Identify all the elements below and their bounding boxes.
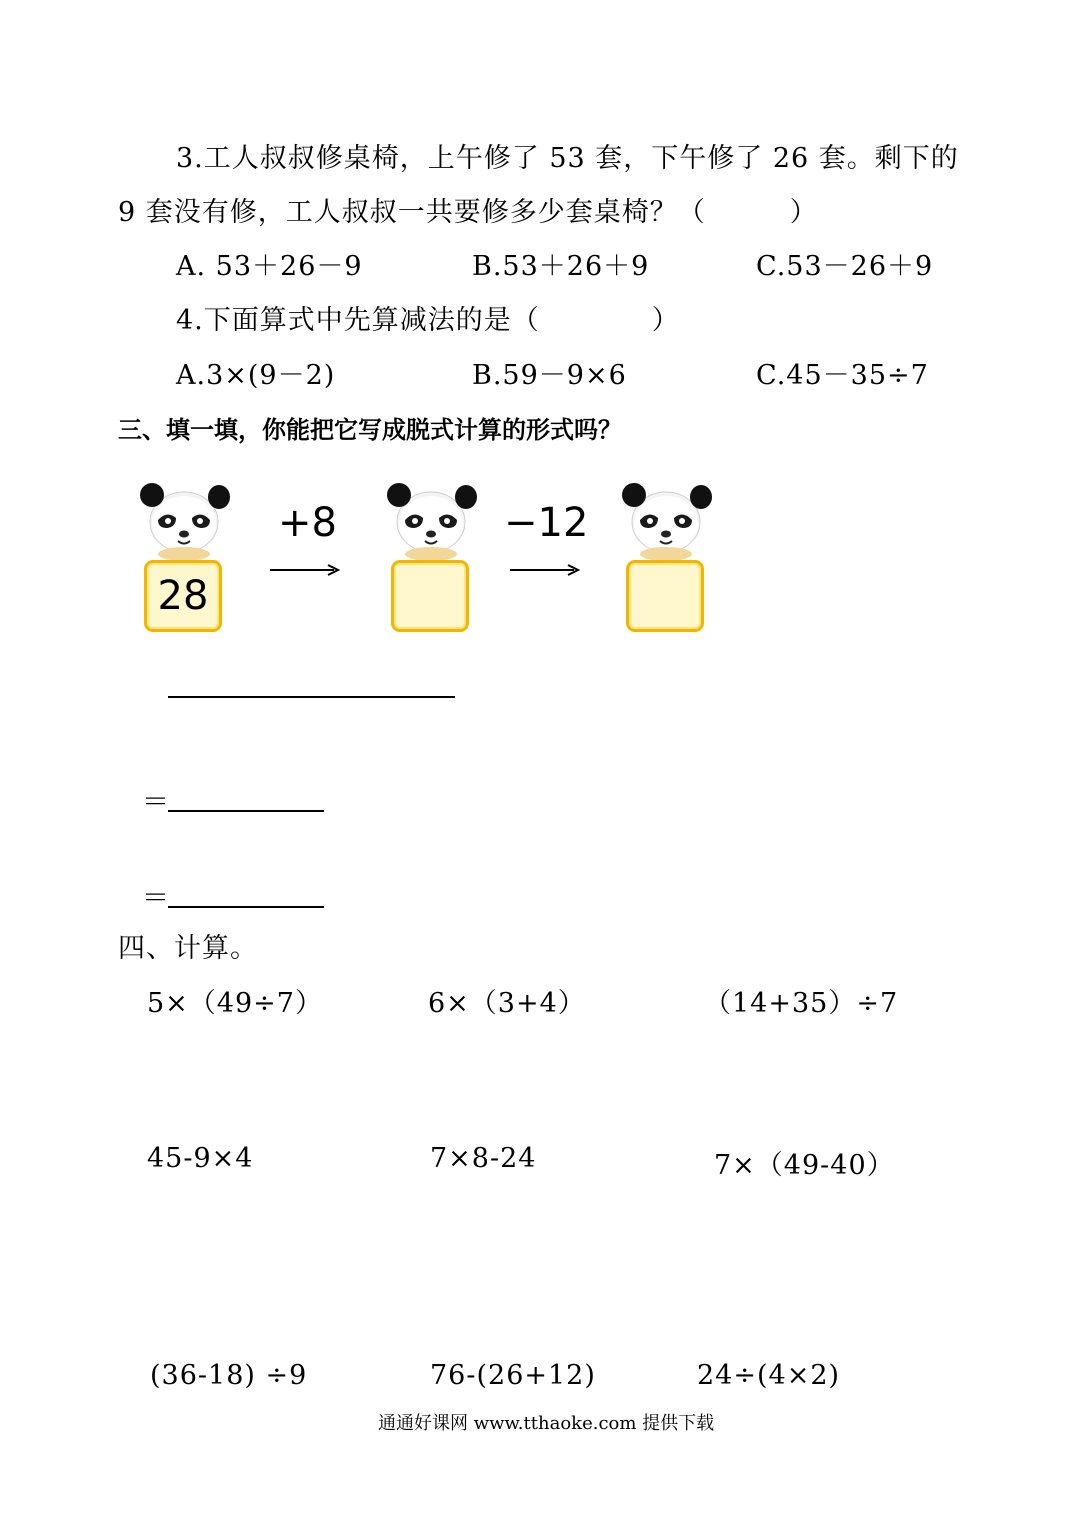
panda-icon xyxy=(136,482,232,564)
q4-option-b: B.59－9×6 xyxy=(472,360,627,391)
section4-title: 四、计算。 xyxy=(118,933,258,964)
calc-problem: 5×（49÷7） xyxy=(147,988,323,1019)
answer-box-2[interactable] xyxy=(626,560,704,632)
start-value-box xyxy=(144,560,222,632)
calc-problem: (36-18) ÷9 xyxy=(150,1360,308,1391)
panda-icon xyxy=(618,482,714,564)
calc-problem: 45-9×4 xyxy=(147,1143,254,1174)
equals-sign: ＝ xyxy=(142,883,170,914)
calc-problem: 7×（49-40） xyxy=(714,1150,895,1181)
q3-line1: 3.工人叔叔修桌椅，上午修了 53 套，下午修了 26 套。剩下的 xyxy=(176,143,959,174)
equals-sign: ＝ xyxy=(142,787,170,818)
arrow-right-icon xyxy=(268,562,342,578)
q3-line2: 9 套没有修，工人叔叔一共要修多少套桌椅？（ ） xyxy=(118,197,818,228)
section3-title: 三、填一填，你能把它写成脱式计算的形式吗？ xyxy=(118,416,622,444)
q3-option-c: C.53－26＋9 xyxy=(756,251,934,282)
panda-icon xyxy=(383,482,479,564)
step2-blank[interactable] xyxy=(168,906,324,908)
calc-problem: 76-(26+12) xyxy=(430,1360,596,1391)
calc-problem: 6×（3+4） xyxy=(428,988,586,1019)
footer-text: 通通好课网 www.tthaoke.com 提供下载 xyxy=(378,1413,715,1434)
arrow-right-icon xyxy=(508,562,582,578)
operation-plus: +8 xyxy=(278,500,337,546)
operation-minus: −12 xyxy=(504,500,589,546)
q3-option-a: A. 53＋26－9 xyxy=(176,251,363,282)
q3-option-b: B.53＋26＋9 xyxy=(472,251,650,282)
q4-option-a: A.3×(9－2) xyxy=(176,360,336,391)
q4-option-c: C.45－35÷7 xyxy=(756,360,929,391)
answer-box-1[interactable] xyxy=(391,560,469,632)
calc-problem: （14+35）÷7 xyxy=(704,988,899,1019)
q4-line1: 4.下面算式中先算减法的是（ ） xyxy=(176,305,680,336)
start-value: 28 xyxy=(157,573,209,619)
calc-problem: 24÷(4×2) xyxy=(697,1360,841,1391)
expression-blank[interactable] xyxy=(168,696,455,698)
calc-problem: 7×8-24 xyxy=(430,1143,537,1174)
step1-blank[interactable] xyxy=(168,810,324,812)
